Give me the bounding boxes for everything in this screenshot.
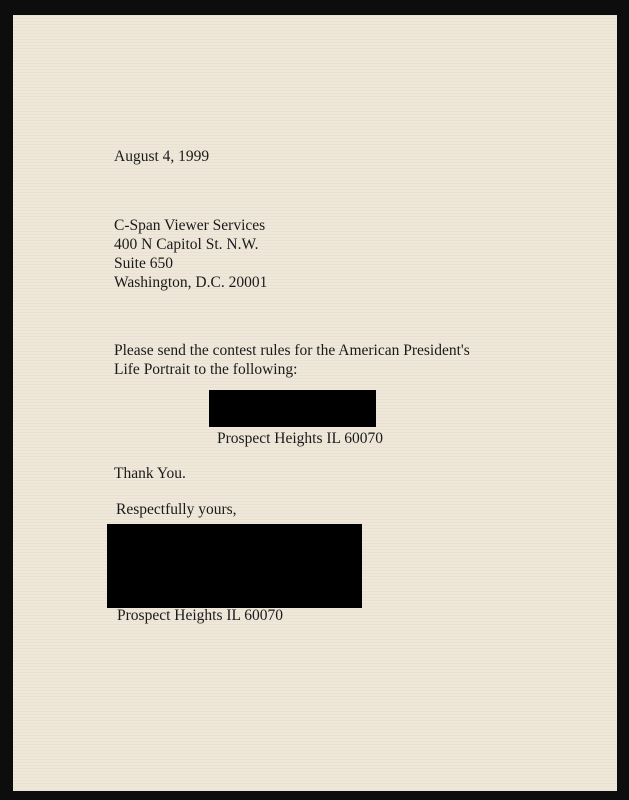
letter-body xyxy=(114,341,470,379)
body-line-2: Life Portrait to the following: xyxy=(114,361,298,378)
recipient-line-4: Washington, D.C. 20001 xyxy=(114,274,268,291)
sender-city: Prospect Heights IL 60070 xyxy=(117,607,284,624)
letter-date: August 4, 1999 xyxy=(114,148,210,165)
recipient-line-2: 400 N Capitol St. N.W. xyxy=(114,236,259,253)
recipient-line-1: C-Span Viewer Services xyxy=(114,217,266,234)
recipient-line-3: Suite 650 xyxy=(114,255,173,272)
mailing-address-city: Prospect Heights IL 60070 xyxy=(217,430,384,447)
closing-line: Respectfully yours, xyxy=(116,501,237,518)
letter-paper xyxy=(13,15,617,791)
body-line-1: Please send the contest rules for the American President's xyxy=(114,342,470,359)
recipient-address xyxy=(114,216,267,292)
thank-you-line: Thank You. xyxy=(114,465,186,482)
redacted-signature-block xyxy=(107,524,362,608)
redacted-mailing-name xyxy=(209,390,376,427)
